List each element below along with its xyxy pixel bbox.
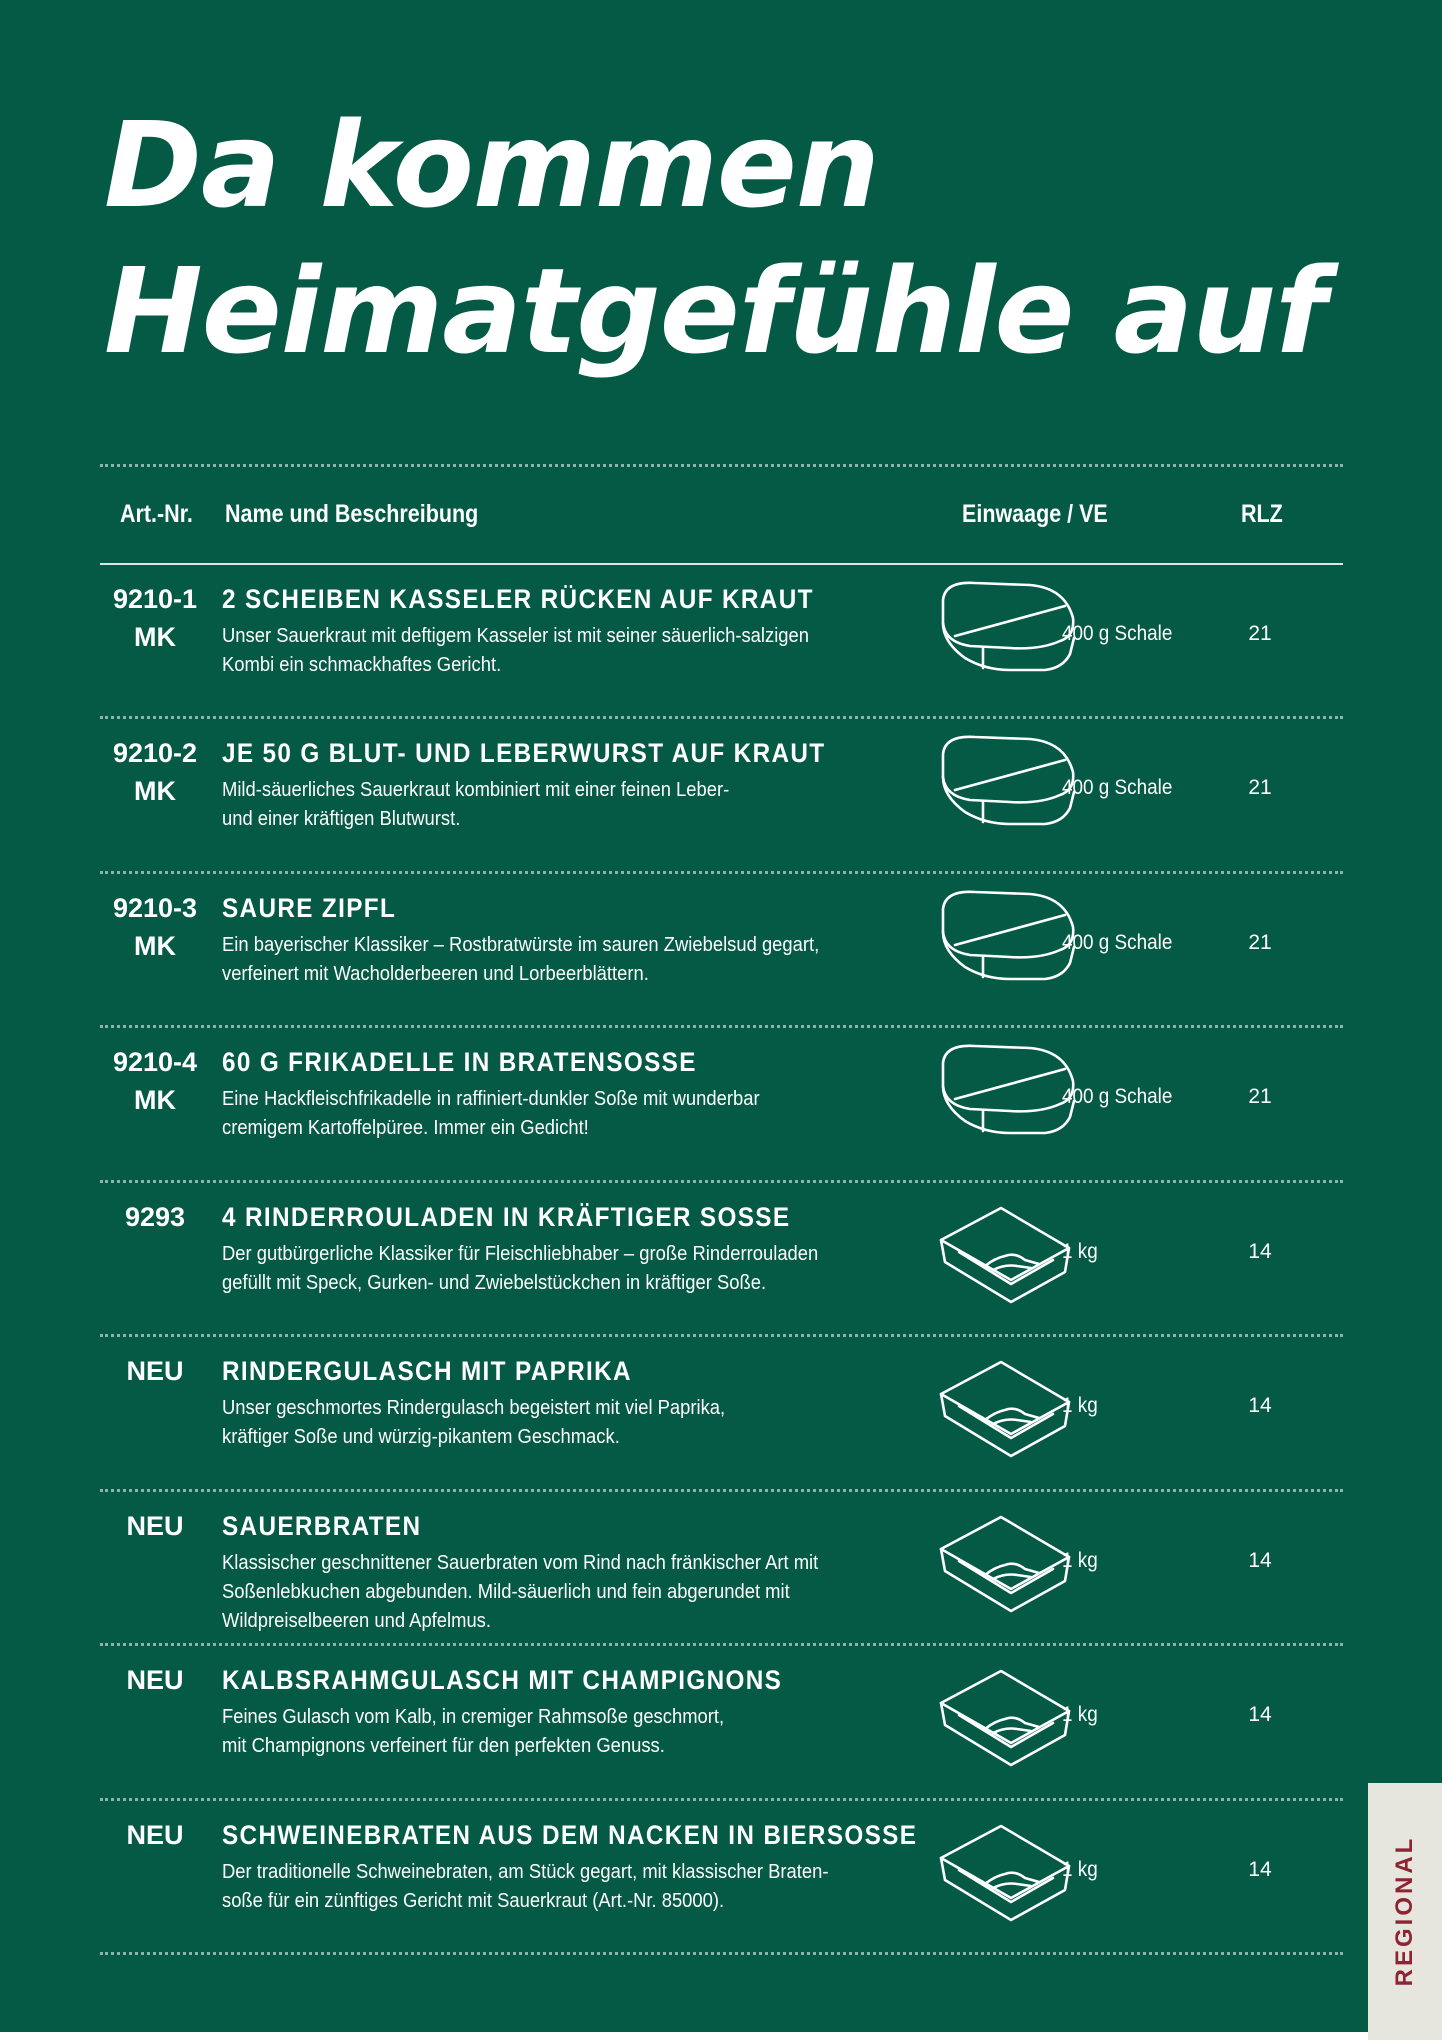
description-line: Der traditionelle Schweinebraten, am Stück gegart, mit klassischer Braten- [222,1861,829,1883]
article-number-line: 9293 [124,1202,186,1232]
row-divider [100,871,1343,874]
product-description [222,1858,848,1916]
table-row [0,1198,1442,1348]
description-line: Eine Hackfleischfrikadelle in raffiniert-dunkler Soße mit wunderbar [222,1088,760,1110]
header-weight: Einwaage / VE [962,500,1108,528]
article-number [100,1198,210,1236]
row-divider [100,1025,1343,1028]
description-line: Soßenlebkuchen abgebunden. Mild-säuerlich und fein abgerundet mit [222,1581,790,1603]
package-weight: 400 g Schale [1062,1085,1173,1108]
header-name: Name und Beschreibung [225,500,479,528]
shelf-life-days: 14 [1248,1549,1272,1572]
article-number-line: NEU [126,1665,184,1695]
article-number-line: NEU [126,1820,184,1850]
description-line: Ein bayerischer Klassiker – Rostbratwürste im sauren Zwiebelsud gegart, [222,934,820,956]
shelf-life-days: 21 [1248,1085,1272,1108]
product-description [222,622,848,680]
article-number [100,1507,210,1545]
title-line-2: Heimatgefühle auf [104,242,1326,380]
product-name: RINDERGULASCH MIT PAPRIKA [222,1356,632,1386]
header-top-divider [100,464,1343,467]
article-number [100,734,210,810]
description-line: Kombi ein schmackhaftes Gericht. [222,654,502,676]
shelf-life-days: 14 [1248,1240,1272,1263]
regional-tab-label: REGIONAL [1391,1835,1418,1987]
product-description [222,1394,848,1452]
product-description [222,931,848,989]
description-line: Feines Gulasch vom Kalb, in cremiger Rahmsoße geschmort, [222,1706,725,1728]
row-divider [100,716,1343,719]
article-number-line: MK [134,622,176,652]
table-row [0,1816,1442,1966]
table-row [0,889,1442,1039]
shelf-life-days: 14 [1248,1394,1272,1417]
product-name: SAURE ZIPFL [222,893,397,923]
article-number-line: 9210-4 [112,1047,198,1077]
shelf-life-days: 14 [1248,1703,1272,1726]
article-number-line: NEU [126,1356,184,1386]
product-description [222,1085,848,1143]
product-name: JE 50 G BLUT- UND LEBERWURST AUF KRAUT [222,738,826,768]
description-line: Unser geschmortes Rindergulasch begeistert mit viel Paprika, [222,1397,726,1419]
header-bottom-divider [100,563,1343,565]
header-art-nr: Art.-Nr. [120,500,193,528]
product-name: 2 SCHEIBEN KASSELER RÜCKEN AUF KRAUT [222,584,814,614]
article-number [100,580,210,656]
product-description [222,1240,848,1298]
article-number [100,1043,210,1119]
description-line: mit Champignons verfeinert für den perfekten Genuss. [222,1735,665,1757]
product-name: 60 G FRIKADELLE IN BRATENSOSSE [222,1047,697,1077]
package-weight: 1 kg [1062,1703,1098,1726]
description-line: verfeinert mit Wacholderbeeren und Lorbeerblättern. [222,963,649,985]
package-weight: 400 g Schale [1062,622,1173,645]
description-line: Klassischer geschnittener Sauerbraten vom Rind nach fränkischer Art mit [222,1552,819,1574]
article-number-line: 9210-1 [112,584,198,614]
shelf-life-days: 21 [1248,622,1272,645]
table-row [0,734,1442,884]
row-divider [100,1489,1343,1492]
row-divider [100,1180,1343,1183]
description-line: Mild-säuerliches Sauerkraut kombiniert mit einer feinen Leber- [222,779,730,801]
article-number [100,889,210,965]
article-number [100,1661,210,1699]
description-line: Wildpreiselbeeren und Apfelmus. [222,1610,491,1632]
article-number-line: MK [134,931,176,961]
table-row [0,1661,1442,1811]
description-line: kräftiger Soße und würzig-pikantem Geschmack. [222,1426,620,1448]
row-divider [100,1952,1343,1955]
product-name: SCHWEINEBRATEN AUS DEM NACKEN IN BIERSOSSE [222,1820,918,1850]
shelf-life-days: 14 [1248,1858,1272,1881]
product-name: 4 RINDERROULADEN IN KRÄFTIGER SOSSE [222,1202,791,1232]
package-weight: 1 kg [1062,1858,1098,1881]
package-weight: 400 g Schale [1062,776,1173,799]
description-line: Der gutbürgerliche Klassiker für Fleischliebhaber – große Rinderrouladen [222,1243,819,1265]
table-row [0,1352,1442,1502]
package-weight: 1 kg [1062,1240,1098,1263]
row-divider [100,1798,1343,1801]
product-description [222,1703,848,1761]
product-name: KALBSRAHMGULASCH MIT CHAMPIGNONS [222,1665,783,1695]
shelf-life-days: 21 [1248,776,1272,799]
shelf-life-days: 21 [1248,931,1272,954]
package-weight: 1 kg [1062,1394,1098,1417]
article-number-line: 9210-2 [112,738,198,768]
article-number [100,1352,210,1390]
description-line: Unser Sauerkraut mit deftigem Kasseler ist mit seiner säuerlich-salzigen [222,625,809,647]
description-line: cremigem Kartoffelpüree. Immer ein Gedicht! [222,1117,589,1139]
package-weight: 1 kg [1062,1549,1098,1572]
title-line-1: Da kommen [104,96,879,234]
row-divider [100,1334,1343,1337]
article-number-line: NEU [126,1511,184,1541]
article-number-line: MK [134,1085,176,1115]
article-number [100,1816,210,1854]
description-line: und einer kräftigen Blutwurst. [222,808,461,830]
article-number-line: 9210-3 [112,893,198,923]
table-row [0,1043,1442,1193]
table-row [0,580,1442,730]
header-rlz: RLZ [1241,500,1283,528]
page-title [104,92,1326,384]
product-description [222,776,848,834]
description-line: gefüllt mit Speck, Gurken- und Zwiebelstückchen in kräftiger Soße. [222,1272,767,1294]
product-name: SAUERBRATEN [222,1511,422,1541]
row-divider [100,1643,1343,1646]
regional-tab [1368,1783,1442,2040]
product-description [222,1549,848,1636]
package-weight: 400 g Schale [1062,931,1173,954]
article-number-line: MK [134,776,176,806]
table-row [0,1507,1442,1657]
description-line: soße für ein zünftiges Gericht mit Sauerkraut (Art.-Nr. 85000). [222,1890,725,1912]
